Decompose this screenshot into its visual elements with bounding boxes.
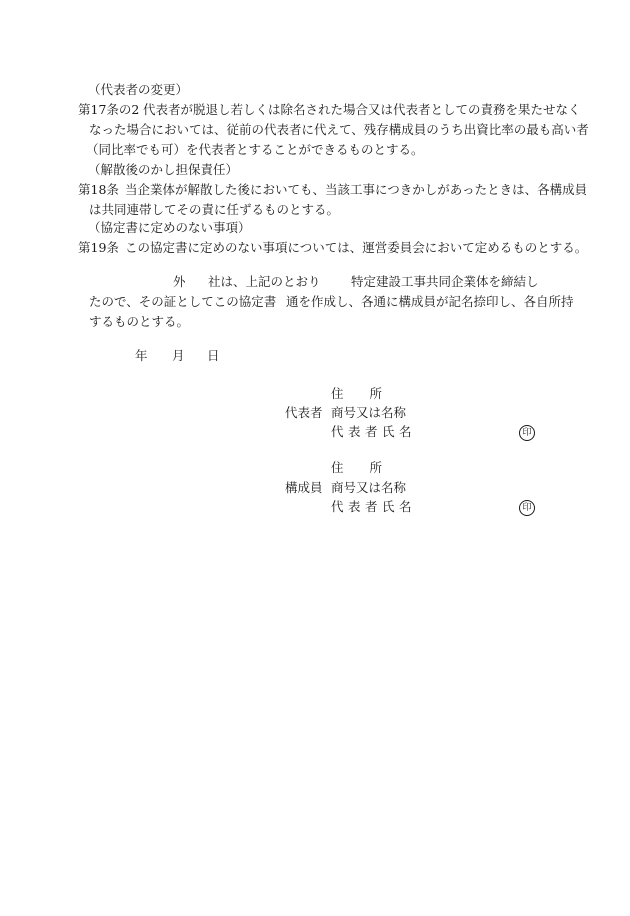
signer-1-role: 代表者 xyxy=(285,405,323,420)
article-17-2-line-1: 代表者が脱退し若しくは除名された場合又は代表者としての責務を果たせなく xyxy=(143,102,581,117)
article-18-number: 第18条 xyxy=(78,182,119,197)
article-17-2-number: 第17条の2 xyxy=(78,102,140,117)
signer-2-address-label: 住所 xyxy=(331,460,409,475)
closing-fragment-3: 特定建設工事共同企業体を締結し xyxy=(351,274,539,289)
closing-line-3: するものとする。 xyxy=(89,314,190,329)
signer-1-rep-label: 代表者氏名 xyxy=(331,424,417,439)
signer-2-company-label: 商号又は名称 xyxy=(331,480,407,495)
article-19-number: 第19条 xyxy=(78,240,119,255)
article-19-line-1: この協定書に定めのない事項については、運営委員会において定めるものとする。 xyxy=(125,240,588,255)
article-17-2-heading: （代表者の変更） xyxy=(88,82,189,97)
closing-line-2a: たので、その証としてこの協定書 xyxy=(89,294,277,309)
closing-fragment-2: 社は、上記のとおり xyxy=(208,274,321,289)
closing-line-2b: 通を作成し、各通に構成員が記名捺印し、各自所持 xyxy=(286,294,574,309)
signer-2-seal-icon: 印 xyxy=(519,500,535,516)
signer-2-role: 構成員 xyxy=(285,480,323,495)
signer-2-rep-label: 代表者氏名 xyxy=(331,499,417,514)
article-18-line-2: は共同連帯してその責に任ずるものとする。 xyxy=(89,202,340,217)
closing-fragment-1: 外 xyxy=(173,274,186,289)
date-day: 日 xyxy=(207,348,220,363)
article-17-2-line-3: （同比率でも可）を代表者とすることができるものとする。 xyxy=(86,142,424,157)
article-19-heading: （協定書に定めのない事項） xyxy=(88,220,251,235)
signer-1-address-label: 住所 xyxy=(331,386,409,401)
article-18-heading: （解散後のかし担保責任） xyxy=(88,162,239,177)
signer-1-seal-icon: 印 xyxy=(519,425,535,441)
article-18-line-1: 当企業体が解散した後においても、当該工事につきかしがあったときは、各構成員 xyxy=(125,182,588,197)
date-year: 年 xyxy=(135,348,148,363)
article-17-2-line-2: なった場合においては、従前の代表者に代えて、残存構成員のうち出資比率の最も高い者 xyxy=(89,122,589,137)
signer-1-company-label: 商号又は名称 xyxy=(331,405,407,420)
date-month: 月 xyxy=(172,348,185,363)
